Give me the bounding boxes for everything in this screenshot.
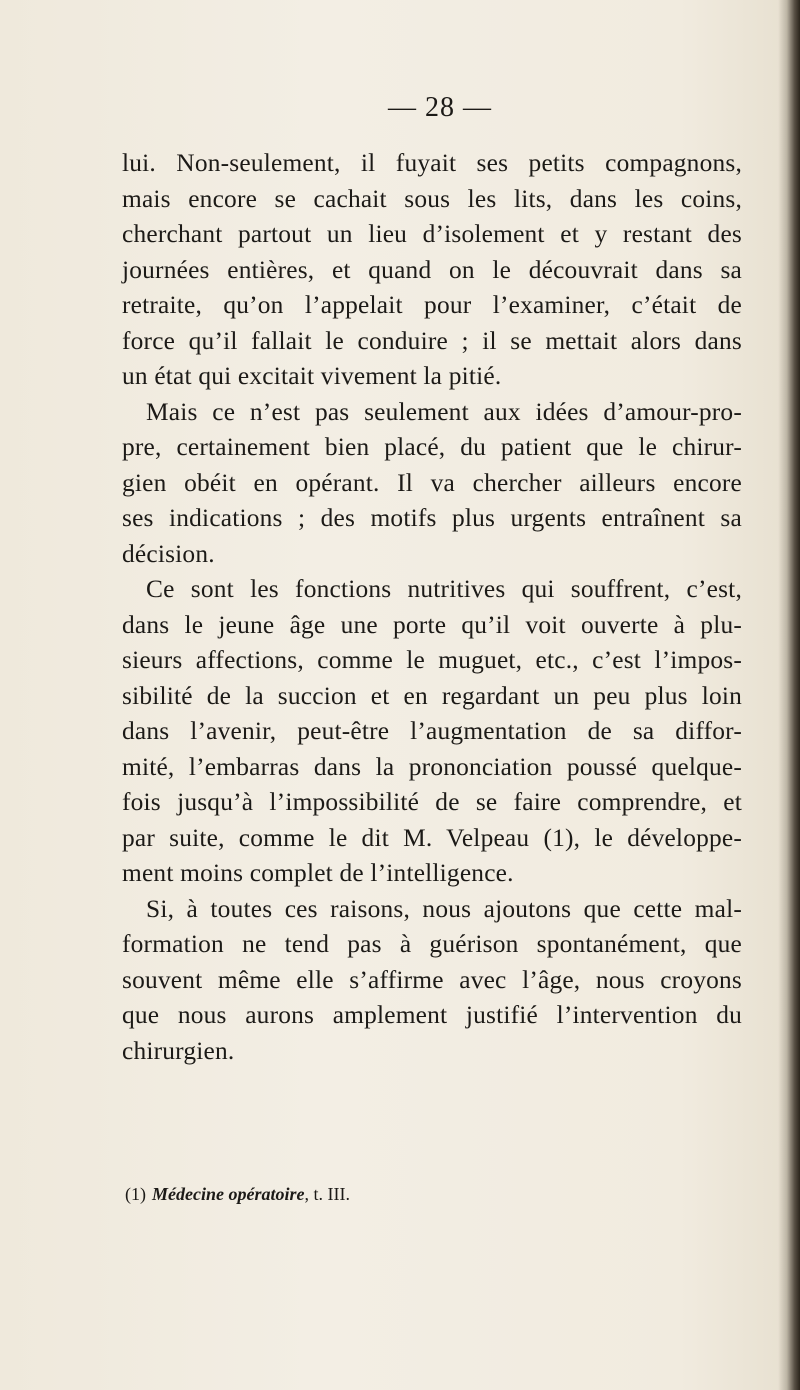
text-line: gien obéit en opérant. Il va chercher ailleurs encore [122, 468, 742, 497]
text-line: que nous aurons amplement justifié l’intervention du [122, 1001, 742, 1029]
text-line: journées entières, et quand on le découvrait dans sa [122, 255, 742, 284]
text-line: dans le jeune âge une porte qu’il voit ouverte à plu- [122, 610, 742, 639]
text-line: par suite, comme le dit M. Velpeau (1), le développe- [122, 823, 742, 852]
text-line: sibilité de la succion et en regardant un peu plus loin [122, 681, 742, 710]
text-line: souvent même elle s’affirme avec l’âge, nous croyons [122, 965, 742, 994]
page-binding-shadow [778, 0, 800, 1390]
text-line: Ce sont les fonctions nutritives qui souffrent, c’est, [146, 575, 742, 603]
text-line: Si, à toutes ces raisons, nous ajoutons que cette mal- [146, 894, 742, 923]
text-line: ses indications ; des motifs plus urgents entraînent sa [122, 504, 742, 532]
footnote [125, 1184, 350, 1205]
text-line: décision. [122, 539, 215, 568]
text-line: sieurs affections, comme le muguet, etc., c’est l’impos- [122, 646, 742, 674]
text-line: chirurgien. [122, 1036, 235, 1065]
page-number: — 28 — [388, 92, 492, 123]
footnote-marker: (1) [125, 1184, 146, 1204]
text-line: dans l’avenir, peut-être l’augmentation de sa diffor- [122, 717, 742, 745]
text-line: ment moins complet de l’intelligence. [122, 859, 514, 887]
text-line: Mais ce n’est pas seulement aux idées d’amour-pro- [146, 397, 742, 426]
text-line: force qu’il fallait le conduire ; il se mettait alors dans [122, 326, 742, 355]
text-line: un état qui excitait vivement la pitié. [122, 362, 502, 390]
body-text [122, 146, 742, 1069]
text-line: mité, l’embarras dans la prononciation poussé quelque- [122, 752, 742, 781]
text-line: lui. Non-seulement, il fuyait ses petits compagnons, [122, 149, 742, 177]
text-line: formation ne tend pas à guérison spontanément, que [122, 930, 742, 958]
footnote-reference: , t. III. [304, 1184, 350, 1204]
text-line: cherchant partout un lieu d’isolement et y restant des [122, 220, 742, 248]
footnote-title: Médecine opératoire [152, 1184, 305, 1204]
text-line: mais encore se cachait sous les lits, dans les coins, [122, 184, 742, 213]
text-line: retraite, qu’on l’appelait pour l’examiner, c’était de [122, 291, 742, 319]
text-line: fois jusqu’à l’impossibilité de se faire comprendre, et [122, 788, 742, 816]
text-line: pre, certainement bien placé, du patient que le chirur- [122, 433, 742, 461]
